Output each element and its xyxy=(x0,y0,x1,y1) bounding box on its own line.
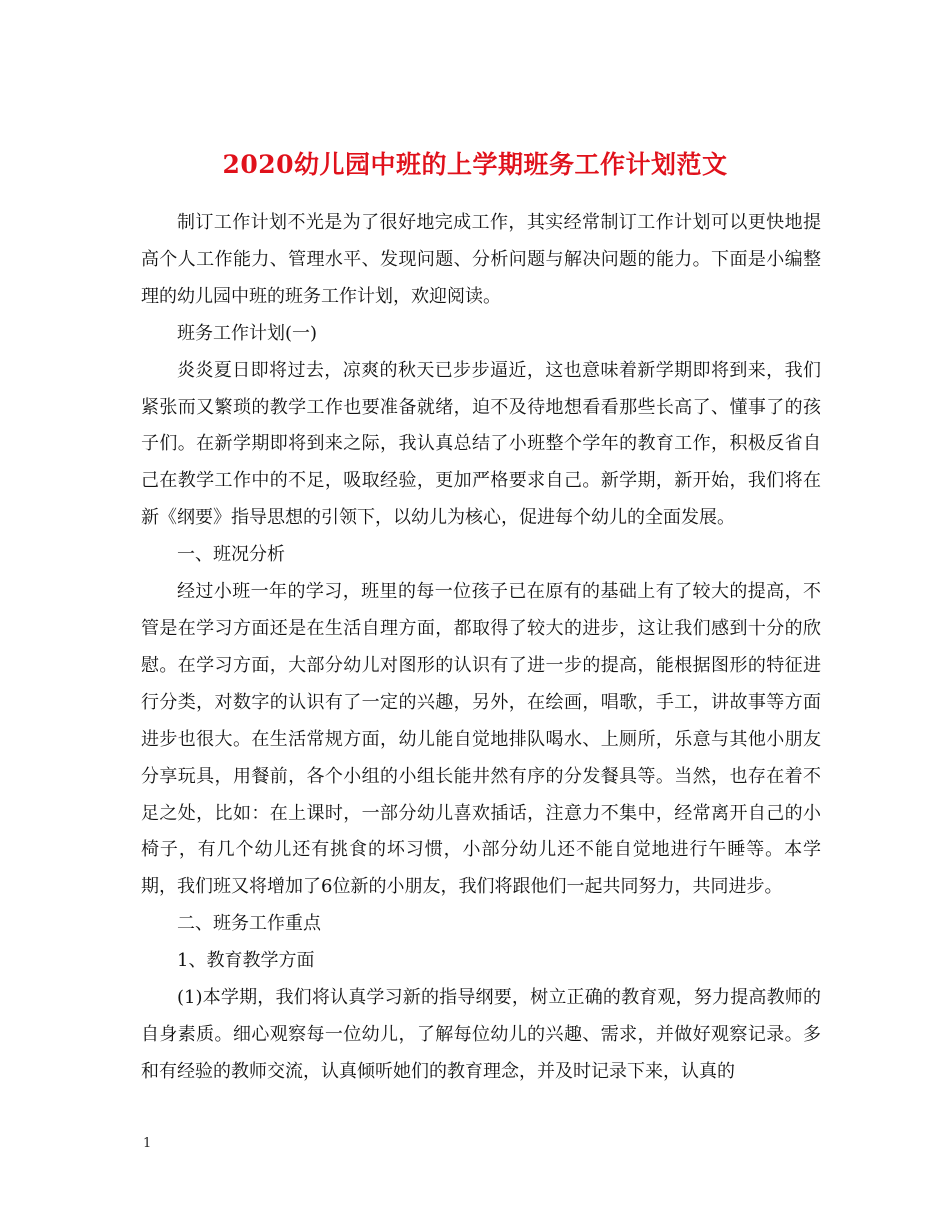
paragraph-opening: 炎炎夏日即将过去，凉爽的秋天已步步逼近，这也意味着新学期即将到来，我们紧张而又繁琐的教学工作也要准备就绪，迫不及待地想看看那些长高了、懂事了的孩子们。在新学期即将到来之际，我认真总结了小班整个学年的教育工作，积极反省自己在教学工作中的不足，吸取经验，更加严格要求自己。新学期，新开始，我们将在新《纲要》指导思想的引领下，以幼儿为核心，促进每个幼儿的全面发展。 xyxy=(141,359,821,529)
paragraph-teaching-1: (1)本学期，我们将认真学习新的指导纲要，树立正确的教育观，努力提高教师的自身素质。细心观察每一位幼儿，了解每位幼儿的兴趣、需求，并做好观察记录。多和有经验的教师交流，认真倾听她们的教育理念，并及时记录下来，认真的 xyxy=(141,987,821,1082)
document-title: 2020幼儿园中班的上学期班务工作计划范文 xyxy=(222,149,728,179)
paragraph-intro: 制订工作计划不光是为了很好地完成工作，其实经常制订工作计划可以更快地提高个人工作能力、管理水平、发现问题、分析问题与解决问题的能力。下面是小编整理的幼儿园中班的班务工作计划，欢迎阅读。 xyxy=(141,212,821,307)
page-number: 1 xyxy=(143,1136,152,1151)
paragraph-heading-teaching: 1、教育教学方面 xyxy=(177,950,315,972)
document-body xyxy=(141,205,821,1091)
paragraph-class-analysis: 经过小班一年的学习，班里的每一位孩子已在原有的基础上有了较大的提高，不管是在学习方面还是在生活自理方面，都取得了较大的进步，这让我们感到十分的欣慰。在学习方面，大部分幼儿对图形的认识有了进一步的提高，能根据图形的特征进行分类，对数字的认识有了一定的兴趣，另外，在绘画，唱歌，手工，讲故事等方面进步也很大。在生活常规方面，幼儿能自觉地排队喝水、上厕所，乐意与其他小朋友分享玩具，用餐前，各个小组的小组长能井然有序的分发餐具等。当然，也存在着不足之处，比如：在上课时，一部分幼儿喜欢插话，注意力不集中，经常离开自己的小椅子，有几个幼儿还有挑食的坏习惯，小部分幼儿还不能自觉地进行午睡等。本学期，我们班又将增加了6位新的小朋友，我们将跟他们一起共同努力，共同进步。 xyxy=(141,581,821,898)
paragraph-section-heading: 班务工作计划(一) xyxy=(177,322,318,344)
paragraph-heading-class-analysis: 一、班况分析 xyxy=(177,544,285,566)
paragraph-heading-work-focus: 二、班务工作重点 xyxy=(177,913,321,935)
